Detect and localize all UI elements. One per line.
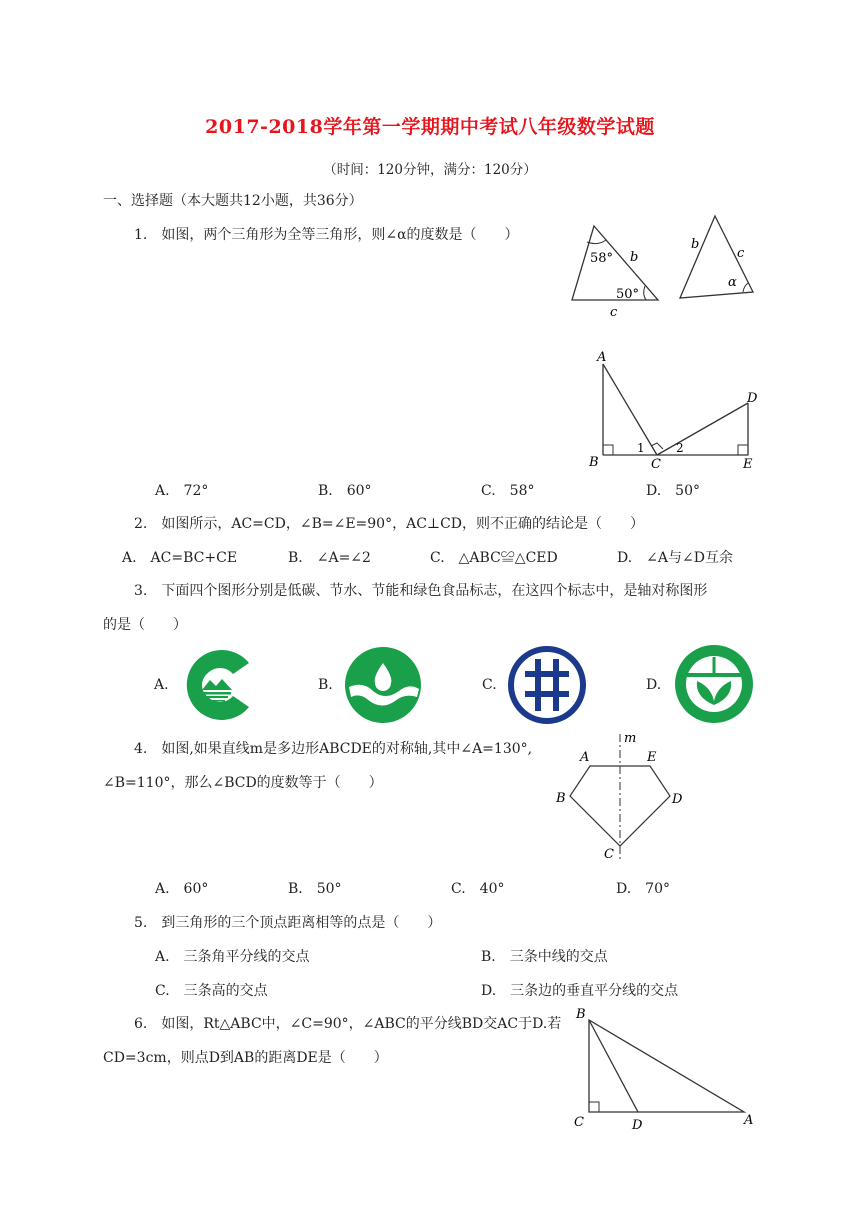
q4-option-a: A. 60°: [155, 881, 209, 897]
q5-option-c: C. 三条高的交点: [155, 983, 268, 999]
q4-option-c: C. 40°: [451, 881, 505, 897]
q2-label-1: 1: [637, 441, 645, 455]
q4-stem-line1: 4. 如图,如果直线m是多边形ABCDE的对称轴,其中∠A=130°,: [134, 741, 533, 757]
q6-label-C: C: [574, 1115, 584, 1130]
q6-stem-line1: 6. 如图，Rt△ABC中，∠C=90°，∠ABC的平分线BD交AC于D.若: [134, 1016, 562, 1032]
exam-info: （时间：120分钟，满分：120分）: [323, 162, 537, 178]
q2-label-E: E: [743, 457, 753, 472]
q1-label-c2: c: [737, 246, 745, 261]
q4-option-b: B. 50°: [288, 881, 342, 897]
q2-option-b: B. ∠A=∠2: [288, 550, 371, 566]
q2-option-d: D. ∠A与∠D互余: [617, 550, 733, 566]
q5-option-a: A. 三条角平分线的交点: [155, 949, 310, 965]
q1-option-b: B. 60°: [318, 483, 372, 499]
q1-option-a: A. 72°: [155, 483, 209, 499]
q5-option-b: B. 三条中线的交点: [481, 949, 608, 965]
q1-figure: [560, 210, 770, 325]
q3-option-d: D.: [646, 677, 662, 693]
q2-label-A: A: [597, 350, 607, 365]
q3-option-c: C.: [482, 677, 497, 693]
q6-stem-line2: CD=3cm，则点D到AB的距离DE是（ ）: [103, 1050, 388, 1066]
q2-option-a: A. AC=BC+CE: [122, 550, 238, 566]
q1-option-c: C. 58°: [481, 483, 535, 499]
green-food-logo-icon: [673, 643, 755, 725]
q3-stem-line1: 3. 下面四个图形分别是低碳、节水、节能和绿色食品标志，在这四个标志中，是轴对称图形: [134, 583, 708, 599]
q1-label-b2: b: [691, 237, 700, 252]
q1-label-alpha: α: [728, 275, 737, 290]
q4-label-C: C: [604, 847, 614, 862]
q3-stem-line2: 的是（ ）: [103, 617, 187, 633]
q1-stem: 1. 如图，两个三角形为全等三角形，则∠α的度数是（ ）: [134, 227, 519, 243]
q1-option-d: D. 50°: [646, 483, 700, 499]
section-heading: 一、选择题（本大题共12小题，共36分）: [103, 193, 363, 209]
q4-option-d: D. 70°: [616, 881, 670, 897]
q2-label-2: 2: [676, 441, 684, 455]
low-carbon-logo-icon: [178, 646, 256, 724]
q4-label-B: B: [556, 791, 566, 806]
q6-label-D: D: [632, 1118, 643, 1132]
page-title: 2017-2018学年第一学期期中考试八年级数学试题: [205, 116, 655, 138]
q1-label-b: b: [630, 250, 639, 265]
q1-label-50: 50°: [616, 287, 640, 302]
q6-label-A: A: [744, 1113, 754, 1128]
q2-label-D: D: [747, 391, 758, 406]
q3-option-a: A.: [154, 677, 169, 693]
q4-figure: [550, 728, 700, 866]
q2-label-C: C: [651, 457, 661, 472]
q4-label-D: D: [672, 792, 683, 807]
q4-stem-line2: ∠B=110°，那么∠BCD的度数等于（ ）: [103, 775, 383, 791]
q2-figure: [585, 348, 765, 476]
q2-option-c: C. △ABC≌△CED: [430, 550, 558, 566]
water-saving-logo-icon: [343, 645, 423, 725]
q1-label-58: 58°: [590, 251, 614, 266]
q4-label-m: m: [624, 731, 637, 746]
q2-label-B: B: [589, 455, 599, 470]
q4-label-E: E: [647, 750, 657, 765]
q3-option-b: B.: [318, 677, 333, 693]
q5-option-d: D. 三条边的垂直平分线的交点: [481, 983, 679, 999]
q1-label-c: c: [610, 305, 618, 320]
energy-saving-logo-icon: [507, 645, 587, 725]
q4-label-A: A: [580, 750, 590, 765]
q2-stem: 2. 如图所示，AC=CD，∠B=∠E=90°，AC⊥CD，则不正确的结论是（ ）: [134, 516, 645, 532]
q6-figure: [570, 1002, 760, 1132]
q6-label-B: B: [576, 1007, 586, 1022]
q5-stem: 5. 到三角形的三个顶点距离相等的点是（ ）: [134, 915, 442, 931]
